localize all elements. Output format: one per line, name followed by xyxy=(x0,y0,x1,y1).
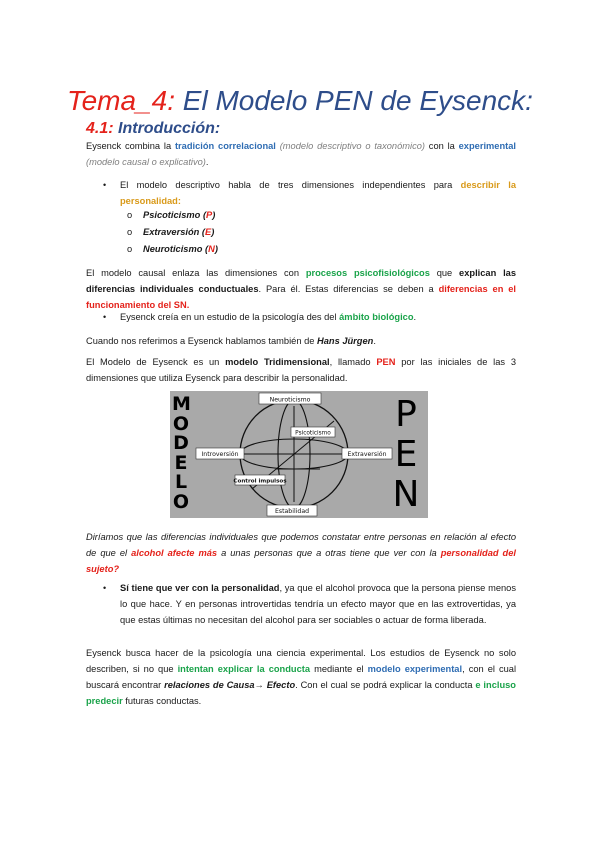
label-estabilidad: Estabilidad xyxy=(274,508,310,515)
label-extraversion: Extraversión xyxy=(347,451,387,458)
dimension-item-p: o Psicoticismo (P) xyxy=(127,210,216,220)
bullet-icon: • xyxy=(103,312,107,322)
sphere-diagram xyxy=(170,391,428,518)
paragraph-alcohol-question: Diríamos que las diferencias individuales que podemos constatar entre personas en relación al efecto de que el alcohol afecte más a unas personas que a otras tiene que ver con la personalidad del sujeto? xyxy=(86,532,516,574)
modelo-vertical-letters: M O D E L O xyxy=(172,393,191,513)
label-introversion: Introversión xyxy=(201,451,239,458)
list-item-biological: Eysenck creía en un estudio de la psicología des del ámbito biológico. xyxy=(120,312,417,322)
paragraph-causal: El modelo causal enlaza las dimensiones con procesos psicofisiológicos que explican las diferencias individuales conductuales. Para él. Estas diferencias se deben a diferencias en el funcionamiento del SN. xyxy=(86,268,516,310)
dimension-item-e: o Extraversión (E) xyxy=(127,227,215,237)
list-item-descriptive: El modelo descriptivo habla de tres dimensiones independientes para describir la personalidad: xyxy=(120,180,516,206)
label-psicoticismo: Psicoticismo xyxy=(295,430,331,437)
paragraph-experimental: Eysenck busca hacer de la psicología una ciencia experimental. Los estudios de Eysenck no solo describen, si no que intentan explicar la conducta mediante el modelo experimental, con el cual buscará encontrar relaciones de Causa→ Efecto. Con el cual se podrá explicar la conducta e incluso predecir futuras conductas. xyxy=(86,648,517,706)
bullet-icon: • xyxy=(103,583,107,593)
section-heading: 4.1: Introducción: xyxy=(86,120,221,137)
dimension-item-n: o Neuroticismo (N) xyxy=(127,244,218,254)
label-control-impulsos: Control impulsos xyxy=(233,478,287,485)
page-title: Tema_4: El Modelo PEN de Eysenck: xyxy=(67,85,533,116)
paragraph-hans: Cuando nos referimos a Eysenck hablamos también de Hans Jürgen. xyxy=(86,336,376,346)
label-neuroticismo: Neuroticismo xyxy=(269,396,311,404)
pen-vertical-letters: P E N xyxy=(392,394,420,515)
list-item-alcohol-answer: Sí tiene que ver con la personalidad, ya que el alcohol provoca que la persona piense menos lo que hace. Y en personas introvertidas tendría un efecto mayor que en las extrovertidas, ya que estas últimas no necesitan del alcohol para ser sociables o actuar de forma liberada. xyxy=(120,583,516,625)
paragraph-intro: Eysenck combina la tradición correlacional (modelo descriptivo o taxonómico) con la experimental (modelo causal o explicativo). xyxy=(86,141,516,167)
bullet-icon: • xyxy=(103,180,107,190)
paragraph-pen-model: El Modelo de Eysenck es un modelo Tridimensional, llamado PEN por las iniciales de las 3 dimensiones que utiliza Eysenck para describir la personalidad. xyxy=(86,357,516,383)
pen-model-diagram xyxy=(170,391,428,518)
